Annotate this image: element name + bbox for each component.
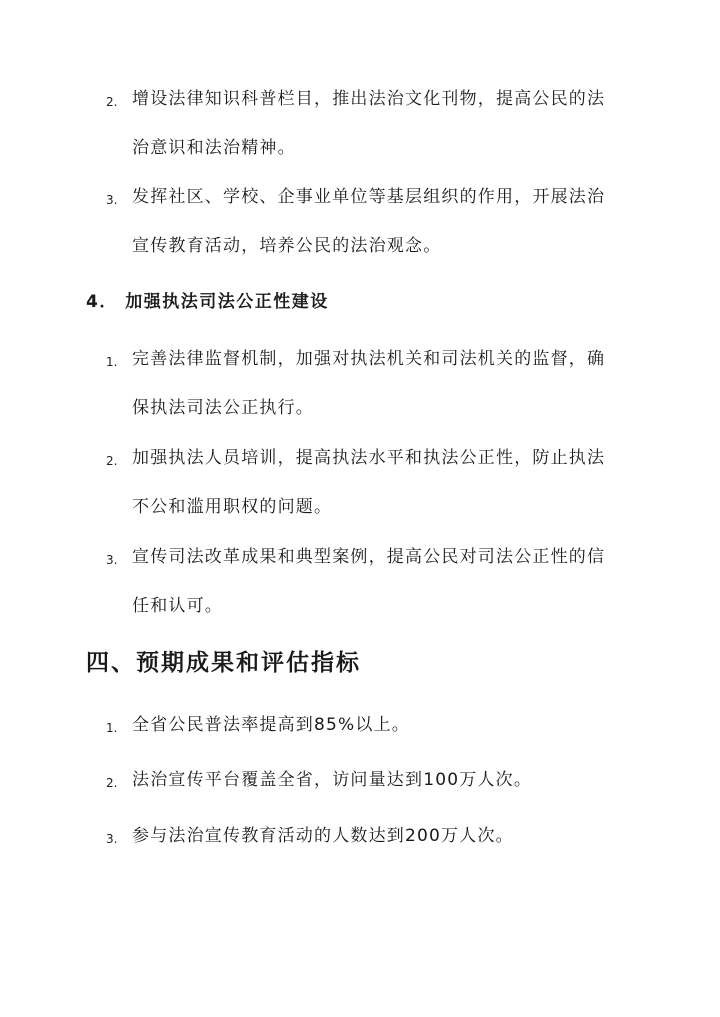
list-item-text-continued: 宣传教育活动，培养公民的法治观念。 <box>132 236 442 256</box>
list-item <box>106 90 626 173</box>
section-heading: 4． 加强执法司法公正性建设 <box>86 292 329 312</box>
list-item <box>106 716 626 750</box>
list-number: 1. <box>106 355 118 369</box>
list-number: 3. <box>106 193 118 207</box>
list-item <box>106 449 626 532</box>
list-item-text-continued: 治意识和法治精神。 <box>132 138 296 158</box>
chapter-heading: 四、预期成果和评估指标 <box>86 650 361 676</box>
list-item-text: 发挥社区、学校、企事业单位等基层组织的作用，开展法治 <box>132 187 606 207</box>
list-number: 3. <box>106 553 118 567</box>
list-item-text: 全省公民普法率提高到85%以上。 <box>132 715 410 735</box>
list-item <box>106 771 626 805</box>
list-item-text-continued: 保执法司法公正执行。 <box>132 398 314 418</box>
list-item-text-continued: 任和认可。 <box>132 596 223 616</box>
list-number: 2. <box>106 95 118 109</box>
list-item-text-continued: 不公和滥用职权的问题。 <box>132 497 333 517</box>
list-item-text: 宣传司法改革成果和典型案例，提高公民对司法公正性的信 <box>132 547 606 567</box>
list-item-text: 参与法治宣传教育活动的人数达到200万人次。 <box>132 826 514 846</box>
list-item <box>106 548 626 631</box>
list-number: 3. <box>106 832 118 846</box>
list-item-text: 增设法律知识科普栏目，推出法治文化刊物，提高公民的法 <box>132 89 606 109</box>
list-item <box>106 350 626 433</box>
list-item-text: 加强执法人员培训，提高执法水平和执法公正性，防止执法 <box>132 448 606 468</box>
list-number: 1. <box>106 721 118 735</box>
list-number: 2. <box>106 454 118 468</box>
list-item <box>106 188 626 271</box>
list-number: 2. <box>106 776 118 790</box>
list-item-text: 完善法律监督机制，加强对执法机关和司法机关的监督，确 <box>132 349 606 369</box>
list-item-text: 法治宣传平台覆盖全省，访问量达到100万人次。 <box>132 770 533 790</box>
list-item <box>106 827 626 861</box>
